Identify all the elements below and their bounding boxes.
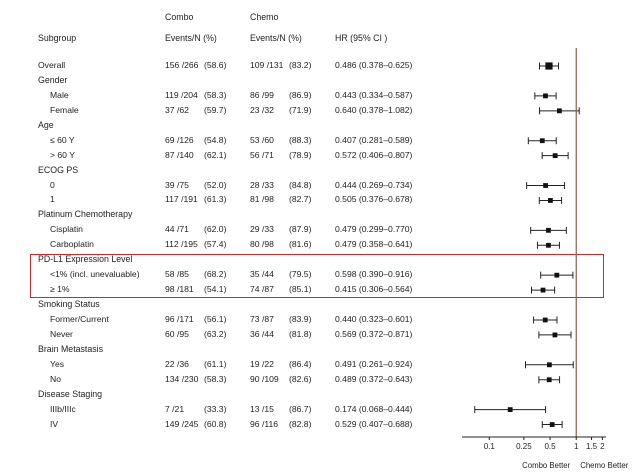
chemo-events: 96 /116 xyxy=(250,418,279,429)
combo-events: 149 /245 xyxy=(165,418,199,429)
hazard-ratio-text: 0.174 (0.068–0.444) xyxy=(335,403,413,414)
subgroup-label: Yes xyxy=(50,358,65,369)
hazard-ratio-text: 0.572 (0.406–0.807) xyxy=(335,149,413,160)
chemo-percent: (86.7) xyxy=(289,403,312,414)
combo-percent: (56.1) xyxy=(204,313,227,324)
x-tick-label: 0.25 xyxy=(516,442,532,451)
x-tick-label: 1.5 xyxy=(585,442,598,451)
chemo-events: 56 /71 xyxy=(250,149,274,160)
chemo-events: 28 /33 xyxy=(250,179,274,190)
category-label: Smoking Status xyxy=(38,299,100,310)
category-label: Gender xyxy=(38,74,68,85)
chemo-percent: (79.5) xyxy=(289,269,312,280)
hr-point xyxy=(543,183,548,188)
chemo-percent: (71.9) xyxy=(289,104,312,115)
chemo-events: 35 /44 xyxy=(250,269,274,280)
chemo-percent: (85.1) xyxy=(289,284,312,295)
combo-events: 117 /191 xyxy=(165,194,198,205)
subgroup-label: IIIb/IIIc xyxy=(50,403,76,414)
combo-percent: (63.2) xyxy=(204,328,227,339)
hr-point xyxy=(547,362,552,367)
chemo-events: 36 /44 xyxy=(250,328,274,339)
subgroup-label: Male xyxy=(50,89,69,100)
chemo-events: 29 /33 xyxy=(250,224,274,235)
hr-point xyxy=(553,333,558,338)
hazard-ratio-text: 0.443 (0.334–0.587) xyxy=(335,89,413,100)
chemo-events: 19 /22 xyxy=(250,358,274,369)
hazard-ratio-text: 0.479 (0.358–0.641) xyxy=(335,239,413,250)
combo-events: 37 /62 xyxy=(165,104,189,115)
chemo-percent: (83.2) xyxy=(289,60,312,70)
combo-percent: (54.1) xyxy=(204,284,227,295)
subgroup-label: ≤ 60 Y xyxy=(50,134,75,145)
hr-point xyxy=(546,243,551,248)
hr-point xyxy=(541,288,546,293)
combo-events: 58 /85 xyxy=(165,269,189,280)
chemo-percent: (82.8) xyxy=(289,418,312,429)
combo-percent: (33.3) xyxy=(204,403,227,414)
hr-point xyxy=(546,228,551,233)
header-chemo: Chemo xyxy=(250,12,279,22)
hazard-ratio-text: 0.505 (0.376–0.678) xyxy=(335,194,413,205)
combo-percent: (62.1) xyxy=(204,149,227,160)
chemo-percent: (86.9) xyxy=(289,89,312,100)
hr-point xyxy=(548,198,553,203)
combo-events: 7 /21 xyxy=(165,403,185,414)
x-tick-label: 2 xyxy=(600,442,605,451)
subgroup-label: Cisplatin xyxy=(50,224,83,235)
hazard-ratio-text: 0.529 (0.407–0.688) xyxy=(335,418,413,429)
category-label: Disease Staging xyxy=(38,388,103,399)
chemo-percent: (83.9) xyxy=(289,313,312,324)
hazard-ratio-text: 0.489 (0.372–0.643) xyxy=(335,373,413,384)
hr-point xyxy=(508,407,513,412)
chemo-percent: (86.4) xyxy=(289,358,312,369)
chemo-percent: (82.6) xyxy=(289,373,312,384)
chemo-percent: (78.9) xyxy=(289,149,312,160)
hazard-ratio-text: 0.479 (0.299–0.770) xyxy=(335,224,413,235)
category-label: Brain Metastasis xyxy=(38,343,104,354)
hazard-ratio-text: 0.407 (0.281–0.589) xyxy=(335,134,413,145)
subgroup-label: <1% (incl. unevaluable) xyxy=(50,269,140,280)
combo-percent: (54.8) xyxy=(204,134,227,145)
chemo-percent: (81.8) xyxy=(289,328,312,339)
subgroup-label: 1 xyxy=(50,194,55,205)
combo-percent: (68.2) xyxy=(204,269,227,280)
combo-events: 39 /75 xyxy=(165,179,189,190)
hazard-ratio-text: 0.440 (0.323–0.601) xyxy=(335,313,413,324)
combo-events: 22 /36 xyxy=(165,358,189,369)
subgroup-label: No xyxy=(50,373,61,384)
combo-events: 112 /195 xyxy=(165,239,198,250)
combo-events: 134 /230 xyxy=(165,373,199,384)
hr-point xyxy=(543,93,548,98)
chemo-events: 23 /32 xyxy=(250,104,274,115)
combo-percent: (58.3) xyxy=(204,373,227,384)
hazard-ratio-text: 0.640 (0.378–1.082) xyxy=(335,104,413,115)
chemo-events: 53 /60 xyxy=(250,134,274,145)
combo-events: 69 /126 xyxy=(165,134,194,145)
header-subgroup: Subgroup xyxy=(38,33,77,43)
combo-percent: (58.3) xyxy=(204,89,227,100)
combo-percent: (62.0) xyxy=(204,224,227,235)
subgroup-label: Female xyxy=(50,104,79,115)
category-label: ECOG PS xyxy=(38,164,79,175)
hr-point xyxy=(547,377,552,382)
combo-events: 87 /140 xyxy=(165,149,194,160)
header-hr: HR (95% CI ) xyxy=(335,33,388,43)
subgroup-label: IV xyxy=(50,418,59,429)
x-tick-label: 1 xyxy=(574,442,579,451)
hr-point xyxy=(550,422,555,427)
favors-combo-label: Combo Better xyxy=(522,461,571,470)
subgroup-label: Carboplatin xyxy=(50,239,94,250)
chemo-percent: (88.3) xyxy=(289,134,312,145)
subgroup-label: > 60 Y xyxy=(50,149,75,160)
hazard-ratio-text: 0.491 (0.261–0.924) xyxy=(335,358,413,369)
chemo-events: 90 /109 xyxy=(250,373,279,384)
combo-events: 60 /95 xyxy=(165,328,189,339)
combo-events: 98 /181 xyxy=(165,284,194,295)
chemo-events: 81 /98 xyxy=(250,194,274,205)
hazard-ratio-text: 0.486 (0.378–0.625) xyxy=(335,60,413,70)
chemo-events: 74 /87 xyxy=(250,284,274,295)
header-events-combo: Events/N (%) xyxy=(165,33,217,43)
combo-percent: (57.4) xyxy=(204,239,227,250)
combo-events: 96 /171 xyxy=(165,313,194,324)
subgroup-label: 0 xyxy=(50,179,55,190)
hr-point xyxy=(557,108,562,113)
combo-percent: (52.0) xyxy=(204,179,227,190)
header-events-chemo: Events/N (%) xyxy=(250,33,302,43)
x-tick-label: 0.1 xyxy=(483,442,495,451)
chemo-events: 73 /87 xyxy=(250,313,274,324)
combo-percent: (60.8) xyxy=(204,418,227,429)
subgroup-label: Overall xyxy=(38,60,66,70)
hr-point xyxy=(553,153,558,158)
combo-percent: (58.6) xyxy=(204,60,227,70)
subgroup-label: Former/Current xyxy=(50,313,109,324)
chemo-percent: (82.7) xyxy=(289,194,312,205)
chemo-percent: (84.8) xyxy=(289,179,312,190)
hr-point xyxy=(540,138,545,143)
subgroup-label: ≥ 1% xyxy=(50,284,70,295)
combo-events: 119 /204 xyxy=(165,89,198,100)
category-label: Platinum Chemotherapy xyxy=(38,209,133,220)
subgroup-label: Never xyxy=(50,328,73,339)
hr-point xyxy=(543,318,548,323)
category-label: Age xyxy=(38,119,54,130)
combo-events: 44 /71 xyxy=(165,224,189,235)
header-combo: Combo xyxy=(165,12,194,22)
hazard-ratio-text: 0.444 (0.269–0.734) xyxy=(335,179,413,190)
hazard-ratio-text: 0.569 (0.372–0.871) xyxy=(335,328,413,339)
chemo-events: 109 /131 xyxy=(250,60,284,70)
combo-events: 156 /266 xyxy=(165,60,199,70)
chemo-percent: (87.9) xyxy=(289,224,312,235)
chemo-events: 13 /15 xyxy=(250,403,274,414)
x-tick-label: 0.5 xyxy=(544,442,556,451)
hr-point xyxy=(545,62,552,69)
combo-percent: (61.3) xyxy=(204,194,227,205)
hazard-ratio-text: 0.598 (0.390–0.916) xyxy=(335,269,413,280)
chemo-events: 86 /99 xyxy=(250,89,274,100)
hazard-ratio-text: 0.415 (0.306–0.564) xyxy=(335,284,413,295)
chemo-percent: (81.6) xyxy=(289,239,312,250)
combo-percent: (61.1) xyxy=(204,358,227,369)
hr-point xyxy=(554,273,559,278)
category-label: PD-L1 Expression Level xyxy=(38,254,133,265)
combo-percent: (59.7) xyxy=(204,104,227,115)
favors-chemo-label: Chemo Better xyxy=(580,461,629,470)
chemo-events: 80 /98 xyxy=(250,239,274,250)
